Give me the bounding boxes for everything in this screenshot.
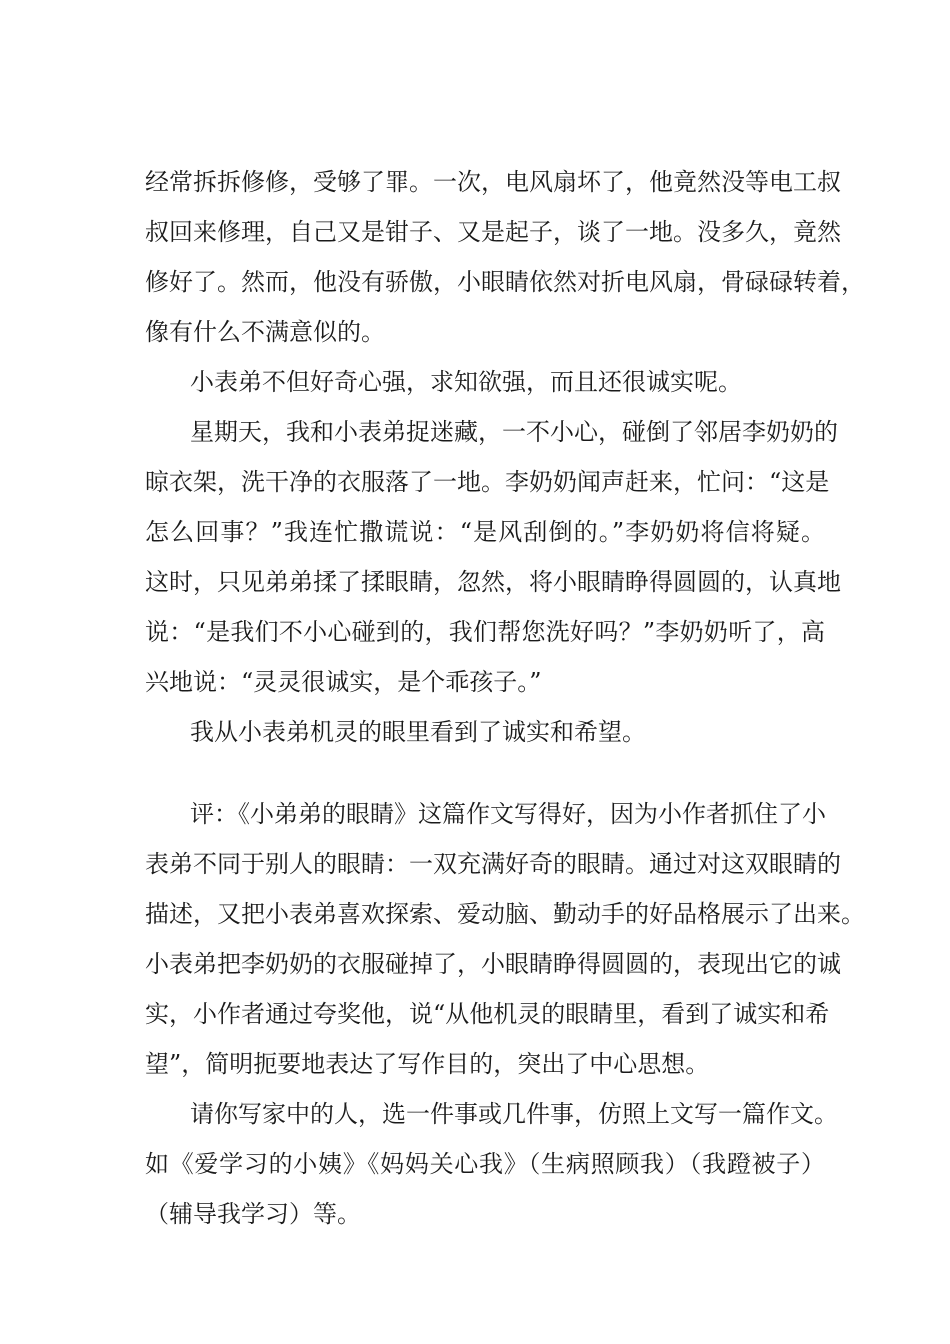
task-line-2: 如《爱学习的小姨》《妈妈关心我》（生病照顾我）（我蹬被子） (145, 1150, 825, 1178)
text-line-2: 叔回来修理，自己又是钳子、又是起子，谈了一地。没多久，竟然 (145, 218, 841, 246)
text-line-9: 这时，只见弟弟揉了揉眼睛，忽然，将小眼睛睁得圆圆的，认真地 (145, 568, 841, 596)
text-line-12: 我从小表弟机灵的眼里看到了诚实和希望。 (190, 718, 646, 746)
text-line-5: 小表弟不但好奇心强，求知欲强，而且还很诚实呢。 (190, 368, 742, 396)
task-line-3: （辅导我学习）等。 (145, 1200, 361, 1228)
text-line-3: 修好了。然而，他没有骄傲，小眼睛依然对折电风扇，骨碌碌转着， (145, 268, 865, 296)
comment-line-3: 描述，又把小表弟喜欢探索、爱动脑、勤动手的好品格展示了出来。 (145, 900, 865, 928)
comment-line-1: 评：《小弟弟的眼睛》这篇作文写得好，因为小作者抓住了小 (190, 800, 826, 828)
comment-line-6: 望”，简明扼要地表达了写作目的，突出了中心思想。 (145, 1050, 710, 1078)
text-line-6: 星期天，我和小表弟捉迷藏，一不小心，碰倒了邻居李奶奶的 (190, 418, 838, 446)
comment-line-2: 表弟不同于别人的眼睛：一双充满好奇的眼睛。通过对这双眼睛的 (145, 850, 841, 878)
text-line-4: 像有什么不满意似的。 (145, 318, 385, 346)
comment-line-5: 实，小作者通过夸奖他，说“从他机灵的眼睛里，看到了诚实和希 (145, 1000, 830, 1028)
text-line-8: 怎么回事？”我连忙撒谎说：“是风刮倒的。”李奶奶将信将疑。 (145, 518, 825, 546)
comment-line-4: 小表弟把李奶奶的衣服碰掉了，小眼睛睁得圆圆的，表现出它的诚 (145, 950, 841, 978)
text-line-11: 兴地说：“灵灵很诚实，是个乖孩子。” (145, 668, 542, 696)
text-line-10: 说：“是我们不小心碰到的，我们帮您洗好吗？”李奶奶听了，高 (145, 618, 825, 646)
text-line-1: 经常拆拆修修，受够了罪。一次，电风扇坏了，他竟然没等电工叔 (145, 168, 841, 196)
text-line-7: 晾衣架，洗干净的衣服落了一地。李奶奶闻声赶来，忙问：“这是 (145, 468, 830, 496)
task-line-1: 请你写家中的人，选一件事或几件事，仿照上文写一篇作文。 (190, 1100, 838, 1128)
